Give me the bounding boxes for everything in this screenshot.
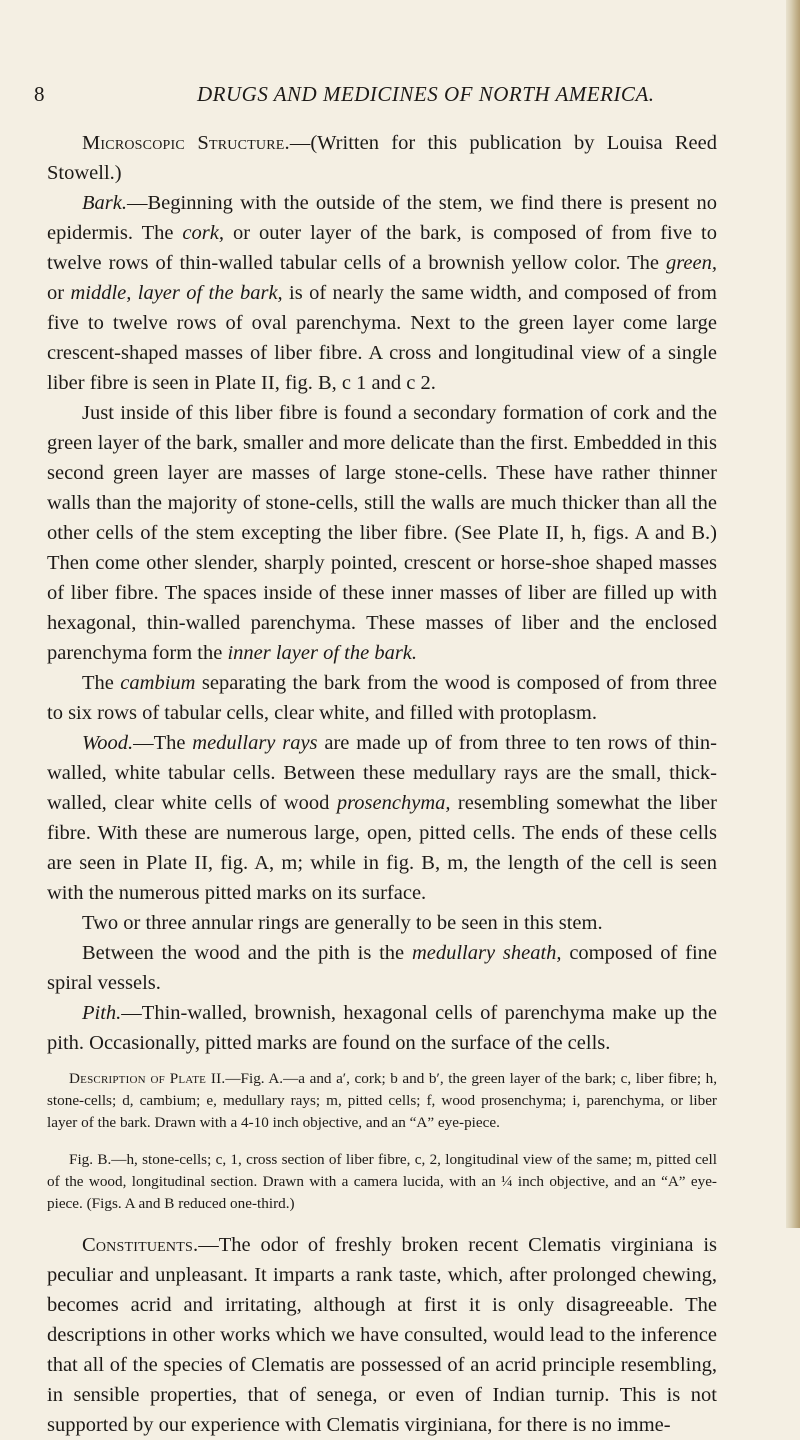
medullary-sheath-paragraph (47, 938, 717, 998)
text-run: —The (133, 732, 193, 754)
text-run: are made up of from three to ten rows of thin-walled, white tabular cells. Between these medullary rays are the small, thick-walled, clear white cells of wood (47, 732, 717, 814)
term-medullary-rays: medullary rays (192, 732, 318, 754)
text-run: —The odor of freshly broken recent Clematis virginiana is peculiar and unpleasant. It imparts a rank taste, which, after prolonged chewing, becomes acrid and irritating, although at first it is only disagreeable. The descriptions in other works which we have consulted, would lead to the inference that all of the species of Clematis are possessed of an acrid principle resembling, in sensible properties, that of senega, or even of Indian turnip. This is not supported by our experience with Clematis virginiana, for there is no imme- (47, 1234, 717, 1437)
plate-description-fig-a (47, 1068, 717, 1134)
term-prosenchyma: prosenchyma, (336, 792, 451, 814)
subheading-bark: Bark. (82, 192, 127, 214)
term-middle-layer: middle, layer of the bark, (70, 282, 283, 304)
text-run: —(Written for this publication by Louisa Reed Stowell.) (47, 132, 717, 184)
page-edge-shadow (786, 0, 800, 1228)
secondary-formation-paragraph (47, 398, 717, 668)
text-run: —Beginning with the outside of the stem, we find there is present no epidermis. The (47, 192, 717, 244)
wood-paragraph (47, 728, 717, 908)
microscopic-structure-paragraph (47, 128, 717, 188)
subheading-pith: Pith. (82, 1002, 122, 1024)
annular-rings-paragraph: Two or three annular rings are generally to be seen in this stem. (82, 912, 603, 934)
bark-paragraph (47, 188, 717, 398)
term-medullary-sheath: medullary sheath, (411, 942, 562, 964)
constituents-paragraph (47, 1230, 717, 1440)
text-run: —Thin-walled, brownish, hexagonal cells of parenchyma make up the pith. Occasionally, pitted marks are found on the surface of the cells. (47, 1002, 717, 1054)
term-green: green, (665, 252, 717, 274)
cambium-paragraph (47, 668, 717, 728)
term-inner-layer: inner layer of the bark. (227, 642, 418, 664)
text-run: separating the bark from the wood is composed of from three to six rows of tabular cells, clear white, and filled with protoplasm. (47, 672, 717, 724)
running-title: DRUGS AND MEDICINES OF NORTH AMERICA. (197, 82, 655, 106)
text-run: —Fig. A.—a and a′, cork; b and b′, the green layer of the bark; c, liber fibre; h, stone-cells; d, cambium; e, medullary rays; m, pitted cells; f, wood prosenchyma; i, parenchyma, or liber layer of the bark. Drawn with a 4-10 inch objective, and an “A” eye-piece. (47, 1070, 717, 1131)
text-run: or outer layer of the bark, is composed of from five to twelve rows of thin-walled tabular cells of a brownish yellow color. The (47, 222, 717, 274)
text-run: composed of fine spiral vessels. (47, 942, 717, 994)
text-run: The (82, 672, 121, 694)
plate-description-fig-b: Fig. B.—h, stone-cells; c, 1, cross section of liber fibre, c, 2, longitudinal view of the same; m, pitted cell of the wood, longitudinal section. Drawn with a camera lucida, with an ¼ inch objective, and an “A” eye-piece. (Figs. A and B reduced one-third.) (47, 1151, 717, 1213)
text-run: Just inside of this liber fibre is found a secondary formation of cork and the green layer of the bark, smaller and more delicate than the first. Embedded in this second green layer are masses of large stone-cells. These have rather thinner walls than the majority of stone-cells, still the walls are much thicker than all the other cells of the stem excepting the liber fibre. (See Plate II, h, figs. A and B.) Then come other slender, sharply pointed, crescent or horse-shoe shaped masses of liber fibre. The spaces inside of these inner masses of liber are filled up with hexagonal, thin-walled parenchyma. These masses of liber and the enclosed parenchyma form the (47, 402, 717, 664)
section-heading-constituents: Constituents. (82, 1234, 199, 1257)
plate-description-heading: Description of Plate II. (69, 1070, 226, 1087)
section-heading-microscopic: Microscopic Structure. (82, 132, 290, 154)
pith-paragraph (47, 998, 717, 1058)
text-run: or (47, 282, 71, 304)
text-run: is of nearly the same width, and composed of from five to twelve rows of oval parenchyma. Next to the green layer come large crescent-shaped masses of liber fibre. A cross and longitudinal view of a single liber fibre is seen in Plate II, fig. B, c 1 and c 2. (47, 282, 718, 394)
subheading-wood: Wood. (82, 732, 134, 754)
page-header (34, 82, 714, 112)
text-run: Between the wood and the pith is the (82, 942, 412, 964)
page-number: 8 (34, 82, 45, 106)
article-body (47, 128, 717, 1440)
text-run: resembling somewhat the liber fibre. With these are numerous large, open, pitted cells. The ends of these cells are seen in Plate II, fig. A, m; while in fig. B, m, the length of the cell is seen with the numerous pitted marks on its surface. (47, 792, 717, 904)
term-cork: cork, (182, 222, 224, 244)
term-cambium: cambium (120, 672, 196, 694)
